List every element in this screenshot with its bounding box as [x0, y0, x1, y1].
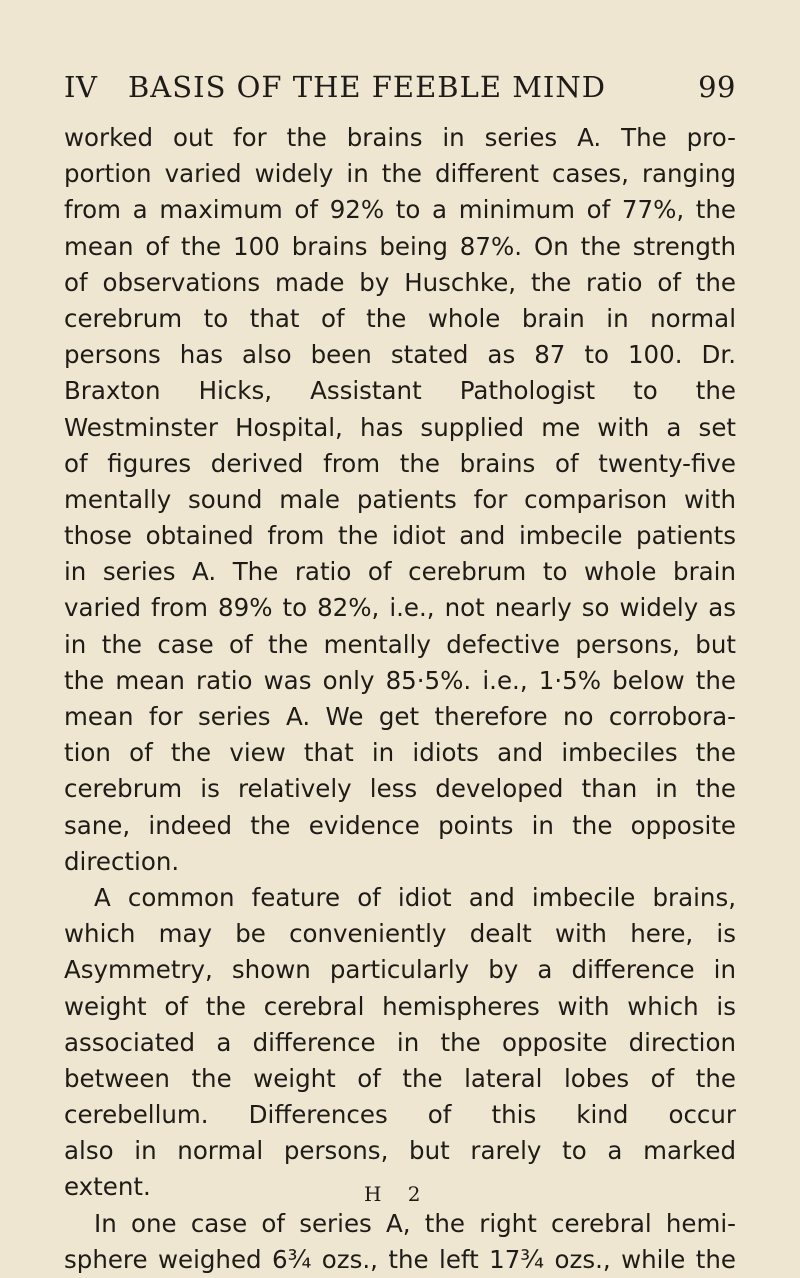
text-line: the mean ratio was only 85·5%. i.e., 1·5% below the	[64, 665, 736, 695]
text-line: tion of the view that in idiots and imbeciles the	[64, 738, 736, 768]
text-line: cerebellum. Differences of this kind occur	[64, 1100, 736, 1130]
text-line: In one case of series A, the right cerebral hemi-	[94, 1208, 736, 1238]
text-line: also in normal persons, but rarely to a marked	[64, 1136, 736, 1166]
text-line: persons has also been stated as 87 to 100. Dr.	[64, 340, 736, 370]
text-line: between the weight of the lateral lobes of the	[64, 1063, 736, 1093]
text-line: from a maximum of 92% to a minimum of 77%, the	[64, 195, 736, 225]
body-text	[64, 120, 736, 1278]
page-number: 99	[698, 70, 736, 104]
text-line: associated a difference in the opposite direction	[64, 1027, 736, 1057]
text-line: Asymmetry, shown particularly by a difference in	[64, 955, 736, 985]
text-line: Braxton Hicks, Assistant Pathologist to the	[64, 376, 736, 406]
text-line: Westminster Hospital, has supplied me with a set	[64, 412, 736, 442]
text-line: A common feature of idiot and imbecile brains,	[94, 882, 736, 912]
text-line: sphere weighed 6¾ ozs., the left 17¾ ozs., while the	[64, 1244, 736, 1274]
chapter-number: IV	[64, 70, 98, 104]
text-line: in the case of the mentally defective persons, but	[64, 629, 736, 659]
text-line: direction.	[64, 846, 180, 876]
text-line: mean for series A. We get therefore no corrobora-	[64, 702, 736, 731]
text-line: sane, indeed the evidence points in the opposite	[64, 810, 736, 840]
text-line: of observations made by Huschke, the ratio of the	[64, 267, 736, 297]
text-line: mentally sound male patients for comparison with	[64, 484, 736, 514]
text-line: mean of the 100 brains being 87%. On the strength	[64, 231, 736, 261]
text-line: extent.	[64, 1172, 151, 1202]
text-line: varied from 89% to 82%, i.e., not nearly so widely as	[64, 593, 736, 623]
chapter-title: BASIS OF THE FEEBLE MIND	[128, 70, 606, 104]
text-line: worked out for the brains in series A. The pro-	[64, 123, 736, 152]
text-line: weight of the cerebral hemispheres with which is	[64, 991, 736, 1021]
text-line: which may be conveniently dealt with here, is	[64, 919, 736, 949]
signature-mark: H 2	[364, 1182, 431, 1206]
text-line: portion varied widely in the different cases, ranging	[64, 159, 736, 189]
running-head	[64, 70, 736, 110]
text-line: in series A. The ratio of cerebrum to whole brain	[64, 557, 736, 587]
text-line: cerebrum to that of the whole brain in normal	[64, 303, 736, 333]
text-line: cerebrum is relatively less developed than in the	[64, 774, 736, 804]
text-line: of figures derived from the brains of twenty-five	[64, 448, 736, 478]
text-line: those obtained from the idiot and imbecile patients	[64, 521, 736, 551]
